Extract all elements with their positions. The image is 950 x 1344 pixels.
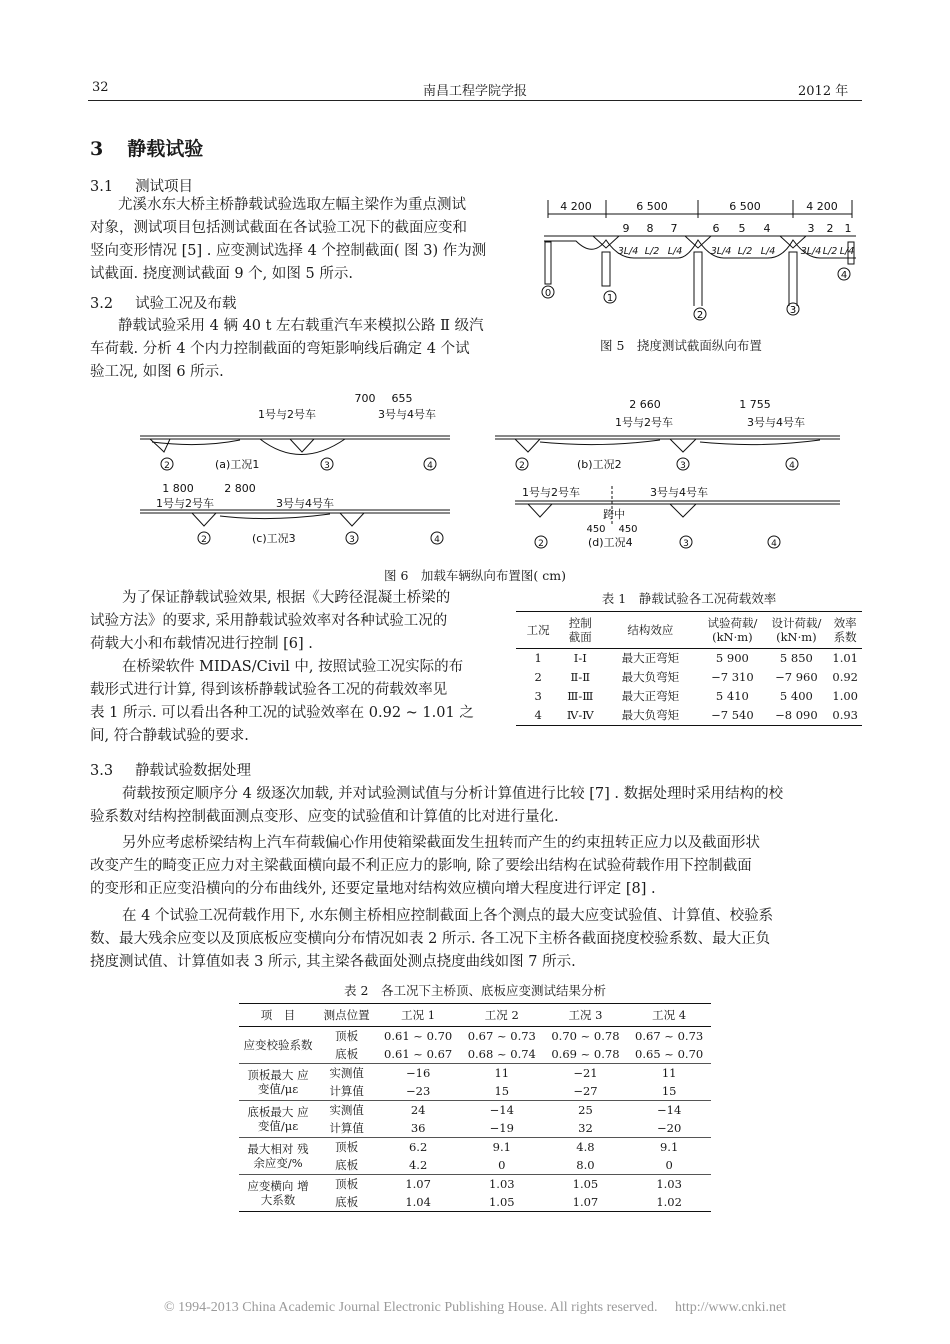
fig5-pier: 4 [840, 270, 848, 281]
fig5-pier-3 [783, 299, 813, 319]
fig6c-label: (c)工况3 [252, 532, 296, 545]
fig6d-truck12: 1号与2号车 [522, 486, 580, 499]
table-2 [239, 1003, 711, 1212]
fig5-span: L/4 [839, 246, 855, 257]
table-row: 底板 0.61 ~ 0.67 0.68 ~ 0.74 0.69 ~ 0.78 0.65 ~ 0.70 [335, 1047, 704, 1061]
fig5-span: 3L/4 [617, 246, 639, 257]
fig6d-label: (d)工况4 [588, 536, 633, 549]
fig5-point: 5 [738, 222, 746, 235]
figure-6 [140, 390, 840, 556]
journal-title: 南昌工程学院学报 [422, 84, 527, 99]
table-1-caption: 表 1 静载试验各工况荷载效率 [601, 591, 777, 606]
fig5-point: 2 [826, 222, 834, 235]
para-2: 在桥梁软件 MIDAS/Civil 中, 按照试验工况实际的布 载形式进行计算, 得到该桥静载试验各工况的荷载效率见 表 1 所示. 可以看出各种工况的试验效率在 0.92 ~ 1.01 之 间, 符合静载试验的要求. [90, 659, 474, 744]
subsection-3-3: 3.3 静载试验数据处理 [90, 763, 252, 779]
subsection-3-2: 3.2 试验工况及布载 [90, 296, 237, 312]
fig5-point: 6 [712, 222, 720, 235]
fig6c-dim-1: 1 800 [162, 482, 194, 495]
section-title: 静载试验 [127, 138, 204, 160]
svg-text:2: 2 [201, 535, 207, 545]
year: 2012 年 [798, 84, 849, 99]
fig5-span: 3L/4 [800, 246, 822, 257]
svg-text:3: 3 [683, 539, 689, 549]
fig6b-dim-2: 1 755 [739, 398, 771, 411]
fig5-pier: 0 [544, 288, 552, 299]
fig5-point: 4 [763, 222, 771, 235]
table-1-header: 工况 控制截面 结构效应 试验荷载/ (kN·m) 设计荷载/ (kN·m) 效率系数 [516, 612, 862, 649]
svg-text:3: 3 [789, 305, 797, 316]
fig5-dim-1: 4 200 [560, 200, 592, 213]
fig6d-dim-2: 450 [618, 524, 638, 535]
table-2-caption: 表 2 各工况下主桥顶、底板应变测试结果分析 [344, 983, 606, 998]
copyright-footer: © 1994-2013 China Academic Journal Electronic Publishing House. All rights reserved. http://www.cnki.net [163, 1300, 787, 1315]
fig6c-truck12: 1号与2号车 [156, 497, 214, 510]
svg-text:2: 2 [164, 461, 170, 471]
fig5-point: 1 [844, 222, 852, 235]
fig5-dim-2: 6 500 [636, 200, 668, 213]
table-row: 计算值 −23 15 −27 15 [329, 1084, 677, 1098]
table-row: 2 Ⅱ-Ⅱ 最大负弯矩 −7 310 −7 960 0.92 [534, 670, 858, 684]
svg-text:3: 3 [680, 461, 686, 471]
table-row: 底板 1.04 1.05 1.07 1.02 [335, 1195, 682, 1209]
svg-text:2: 2 [519, 461, 525, 471]
fig6b-truck12: 1号与2号车 [615, 416, 673, 429]
svg-text:4: 4 [427, 461, 433, 471]
fig5-span: 3L/4 [710, 246, 732, 257]
fig6d-truck34: 3号与4号车 [650, 486, 708, 499]
figure-5 [538, 196, 862, 306]
header-rule [88, 100, 862, 101]
table-1 [516, 611, 862, 726]
table-row: 计算值 36 −19 32 −20 [329, 1121, 682, 1135]
section-number: 3 [90, 138, 104, 160]
fig5-pier: 1 [606, 293, 614, 304]
fig5-span: L/4 [667, 246, 683, 257]
fig6a-label: (a)工况1 [215, 458, 260, 471]
svg-text:4: 4 [434, 535, 440, 545]
fig6d-mid: 跨中 [603, 508, 625, 521]
fig6c-truck34: 3号与4号车 [276, 497, 334, 510]
fig6a-dim-1: 700 [354, 392, 376, 405]
svg-text:3: 3 [349, 535, 355, 545]
table-row: 3 Ⅲ-Ⅲ 最大正弯矩 5 410 5 400 1.00 [534, 689, 858, 703]
fig5-point: 8 [646, 222, 654, 235]
subsection-3-1: 3.1 测试项目 [90, 179, 194, 195]
page-number: 32 [92, 80, 109, 95]
svg-text:3: 3 [324, 461, 330, 471]
fig5-span: L/2 [822, 246, 838, 257]
fig6d-dim-1: 450 [586, 524, 606, 535]
fig5-dim-3: 6 500 [729, 200, 761, 213]
table-row: 1 Ⅰ-Ⅰ 最大正弯矩 5 900 5 850 1.01 [534, 651, 858, 665]
fig5-point: 3 [807, 222, 815, 235]
fig5-span: L/2 [737, 246, 753, 257]
fig5-span: L/4 [760, 246, 776, 257]
s32-paragraph: 静载试验采用 4 辆 40 t 左右载重汽车来模拟公路 Ⅱ 级汽 车荷载. 分析 4 个内力控制截面的弯矩影响线后确定 4 个试 验工况, 如图 6 所示. [90, 318, 484, 380]
table-row: 底板 4.2 0 8.0 0 [335, 1158, 673, 1172]
fig6c-dim-2: 2 800 [224, 482, 256, 495]
fig5-point: 9 [622, 222, 630, 235]
figure-6-caption: 图 6 加载车辆纵向布置图( cm) [383, 568, 566, 583]
fig6a-truck34: 3号与4号车 [378, 408, 436, 421]
svg-text:4: 4 [771, 539, 777, 549]
svg-text:2: 2 [696, 310, 704, 321]
table-row: 顶板最大 应变值/με 实测值 −16 11 −21 11 [239, 1064, 711, 1083]
fig5-span: L/2 [644, 246, 660, 257]
para-4: 另外应考虑桥梁结构上汽车荷载偏心作用使箱梁截面发生扭转而产生的约束扭转正应力以及截面形状 改变产生的畸变正应力对主梁截面横向最不利正应力的影响, 除了要绘出结构在试验荷载作用下控制截面 的变形和正应变沿横向的分布曲线外, 还要定量地对结构效应横向增大程度进行评定 [8] . [90, 835, 760, 897]
table-2-header: 项 目 测点位置 工况 1 工况 2 工况 3 工况 4 [239, 1004, 711, 1027]
table-row: 最大相对 残余应变/% 顶板 6.2 9.1 4.8 9.1 [239, 1138, 711, 1157]
figure-5-caption: 图 5 挠度测试截面纵向布置 [600, 338, 762, 353]
svg-text:2: 2 [538, 539, 544, 549]
fig6b-dim-1: 2 660 [629, 398, 661, 411]
fig6b-label: (b)工况2 [577, 458, 622, 471]
fig5-pier-2 [690, 304, 720, 324]
fig6b-truck34: 3号与4号车 [747, 416, 805, 429]
para-3: 荷载按预定顺序分 4 级逐次加载, 并对试验测试值与分析计算值进行比较 [7] . 数据处理时采用结构的校 验系数对结构控制截面测点变形、应变的试验值和计算值的比对进行量化. [90, 786, 784, 825]
fig6a-truck12: 1号与2号车 [258, 408, 316, 421]
para-1: 为了保证静载试验效果, 根据《大跨径混凝土桥梁的 试验方法》的要求, 采用静载试验效率对各种试验工况的 荷载大小和布载情况进行控制 [6] . [90, 590, 451, 652]
svg-text:4: 4 [789, 461, 795, 471]
table-row: 应变校验系数 顶板 0.61 ~ 0.70 0.67 ~ 0.73 0.70 ~ 0.78 0.67 ~ 0.73 [243, 1029, 704, 1052]
table-row: 底板最大 应变值/με 实测值 24 −14 25 −14 [239, 1101, 711, 1120]
para-5: 在 4 个试验工况荷载作用下, 水东侧主桥相应控制截面上各个测点的最大应变试验值、计算值、校验系 数、最大残余应变以及顶底板应变横向分布情况如表 2 所示. 各工况下主桥各截面挠度校验系数、最大正负 挠度测试值、计算值如表 3 所示, 其主梁各截面处测点挠度曲线如图 7 所示. [90, 908, 774, 970]
fig5-point: 7 [670, 222, 678, 235]
section-heading [90, 134, 203, 161]
table-row: 4 Ⅳ-Ⅳ 最大负弯矩 −7 540 −8 090 0.93 [534, 708, 858, 722]
fig6a-dim-2: 655 [391, 392, 413, 405]
fig5-dim-4: 4 200 [806, 200, 838, 213]
s31-paragraph: 尤溪水东大桥主桥静载试验选取左幅主梁作为重点测试 对象，测试项目包括测试截面在各试验工况下的截面应变和 竖向变形情况 [5] . 应变测试选择 4 个控制截面( 图 3) 作为测 试截面. 挠度测试截面 9 个, 如图 5 所示. [90, 197, 487, 282]
table-row: 应变横向 增大系数 顶板 1.07 1.03 1.05 1.03 [239, 1175, 711, 1194]
